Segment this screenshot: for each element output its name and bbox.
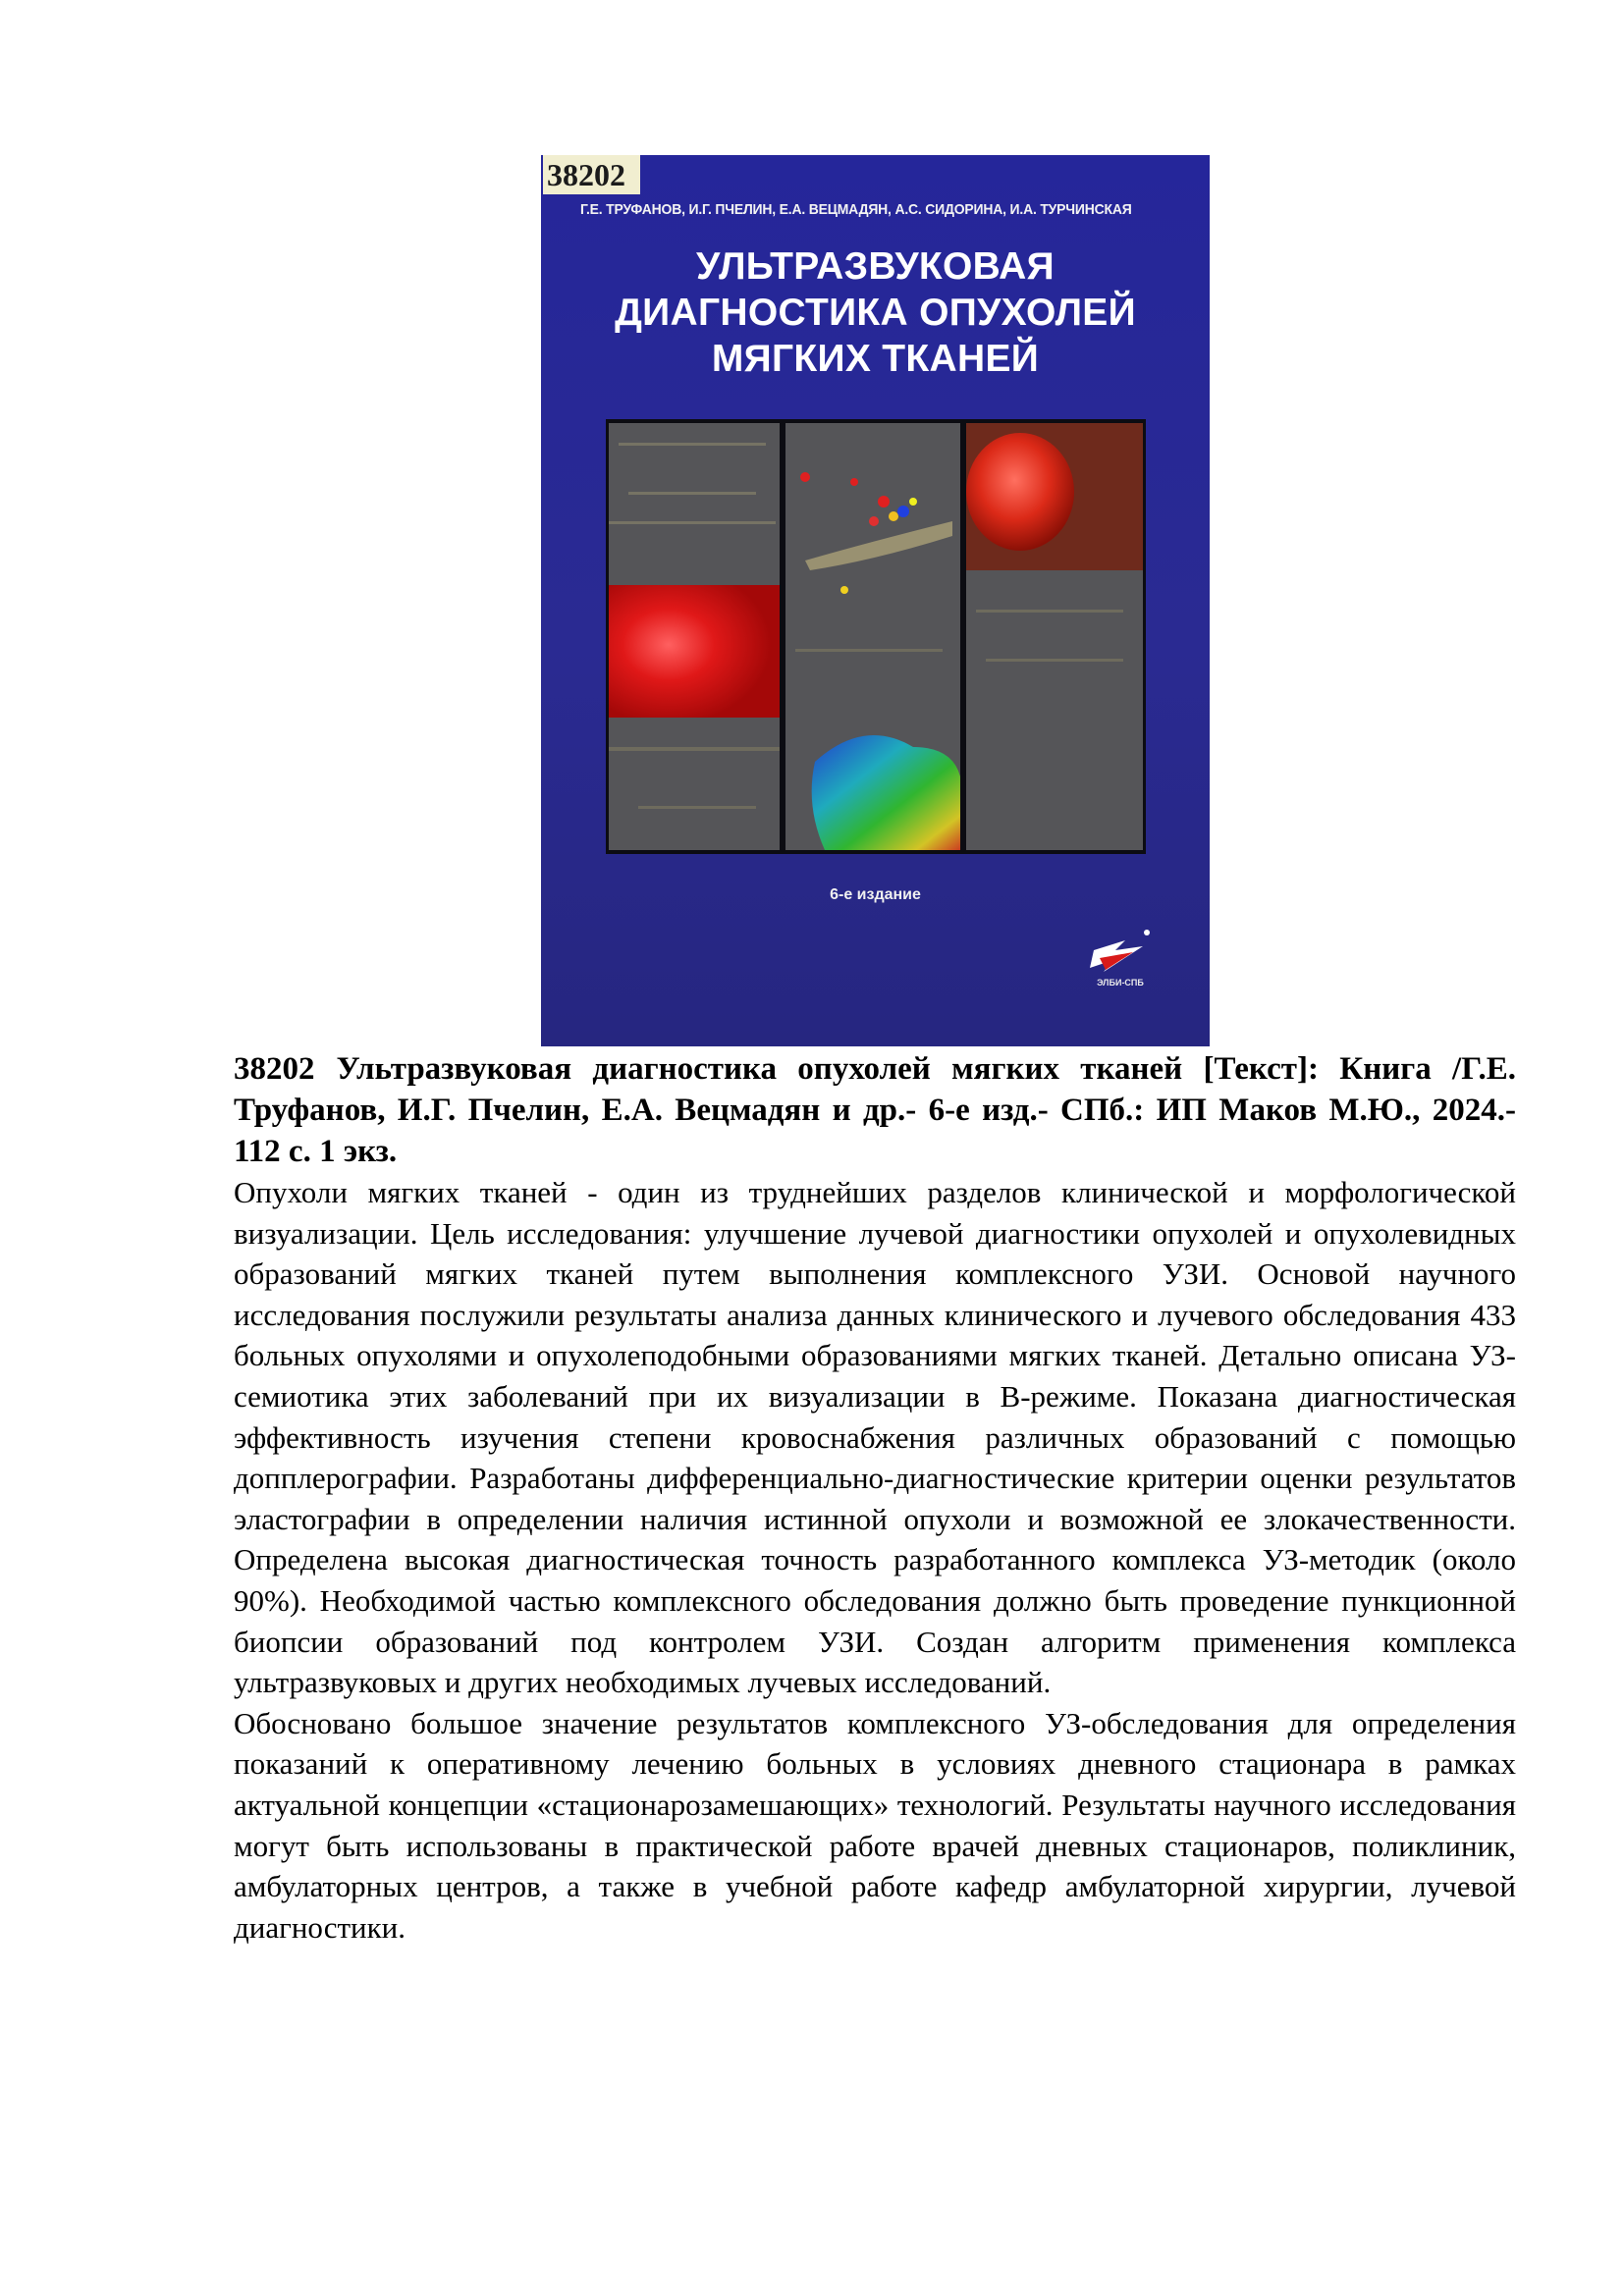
book-cover [541, 155, 1210, 1046]
cover-title-line: ДИАГНОСТИКА ОПУХОЛЕЙ [615, 292, 1136, 334]
elastography-image [609, 423, 780, 850]
ultrasound-images [606, 419, 1146, 854]
cover-title [541, 243, 1210, 382]
record-code: 38202 [234, 1051, 315, 1087]
publisher-name: ЭЛБИ-СПБ [1097, 978, 1144, 988]
lesion-image [966, 423, 1143, 850]
cover-authors: Г.Е. ТРУФАНОВ, И.Г. ПЧЕЛИН, Е.А. ВЕЦМАДЯН, А.С. СИДОРИНА, И.А. ТУРЧИНСКАЯ [580, 201, 1132, 218]
doppler-image [785, 423, 960, 850]
record-heading-text: Ультразвуковая диагностика опухолей мягких тканей [Текст]: Книга /Г.Е. Труфанов, И.Г. Пчелин, Е.А. Вецмадян и др.- 6-е изд.- СПб.: ИП Маков М.Ю., 2024.- 112 с. 1 экз. [234, 1051, 1516, 1169]
cover-edition: 6-е издание [830, 886, 921, 903]
ultrasound-panel-right [966, 423, 1143, 850]
record-heading [234, 1048, 1516, 1172]
ultrasound-panel-middle [785, 423, 960, 850]
abstract-paragraph: Опухоли мягких тканей - один из труднейших разделов клинической и морфологической визуализации. Цель исследования: улучшение лучевой диагностики опухолей и опухолевидных образований мягких тканей путем выполнения комплексного УЗИ. Основой научного исследования послужили результаты анализа данных клинического и лучевого обследования 433 больных опухолями и опухолеподобными образованиями мягких тканей. Детально описана УЗ-семиотика этих заболеваний при их визуализации в В-режиме. Показана диагностическая эффективность изучения степени кровоснабжения различных образований с помощью допплерографии. Разработаны дифференциально-диагностические критерии оценки результатов эластографии в определении наличия истинной опухоли и возможной ее злокачественности. Определена высокая диагностическая точность разработанного комплекса УЗ-методик (около 90%). Необходимой частью комплексного обследования должно быть проведение пункционной биопсии образований под контролем УЗИ. Создан алгоритм применения комплекса ультразвуковых и других необходимых лучевых исследований. [234, 1175, 1516, 1700]
abstract-paragraph: Обосновано большое значение результатов комплексного УЗ-обследования для определения показаний к оперативному лечению больных в условиях дневного стационара в рамках актуальной концепции «стационарозамешающих» технологий. Результаты научного исследования могут быть использованы в практической работе врачей дневных стационаров, поликлиник, амбулаторных центров, а также в учебной работе кафедр амбулаторной хирургии, лучевой диагностики. [234, 1705, 1516, 1945]
cover-title-line: МЯГКИХ ТКАНЕЙ [711, 338, 1040, 380]
cover-title-line: УЛЬТРАЗВУКОВАЯ [696, 245, 1055, 288]
catalog-record [234, 1048, 1516, 1948]
cover-code-label: 38202 [543, 155, 640, 194]
publisher-logo-icon [1086, 921, 1155, 999]
ultrasound-panel-left [609, 423, 780, 850]
